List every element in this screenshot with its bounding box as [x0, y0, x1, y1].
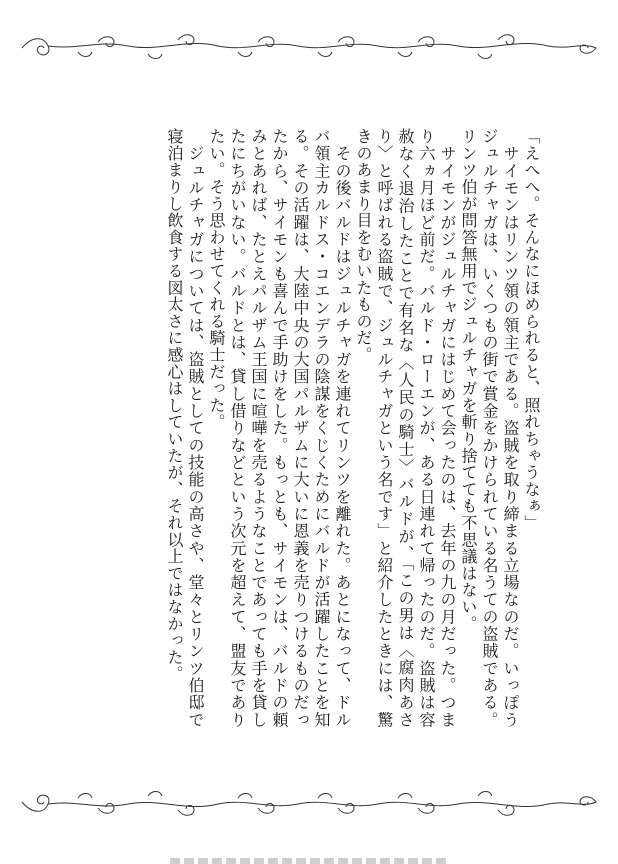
paragraph: ジュルチャガについては、盗賊としての技能の高さや、堂々とリンツ伯邸で寝泊まりし飲食する図太さに感心はしていたが、それ以上ではなかった。: [165, 128, 205, 728]
top-ornament-border: [18, 32, 600, 62]
bottom-ornament-border: [18, 788, 600, 818]
paragraph: サイモンはリンツ領の領主である。盗賊を取り締まる立場なのだ。いっぽうジュルチャガは、いくつもの街で賞金をかけられている名うての盗賊である。リンツ伯が問答無用でジュルチャガを斬り捨てても不思議はない。: [459, 128, 520, 728]
page-footer-strip: [170, 858, 448, 864]
paragraph: 「えへへ。そんなにほめられると、照れちゃうなぁ」: [522, 128, 541, 532]
paragraph: サイモンがジュルチャガにはじめて会ったのは、去年の九の月だった。つまり六ヵ月ほど前だ。バルド・ローエンが、ある日連れて帰ったのだ。盗賊は容赦なく退治したことで有名な〈人民の騎士〉バルドが、「この男は〈腐肉あさり〉と呼ばれる盗賊で、ジュルチャガという名です」と紹介したときには、驚きのあまり目をむいたものだ。: [354, 128, 457, 728]
vertical-body-text: [164, 128, 542, 728]
paragraph: その後バルドはジュルチャガを連れてリンツを離れた。あとになって、ドルバ領主カルドス・コエンデラの陰謀をくじくためにバルドが活躍したことを知る。その活躍は、大陸中央の大国パルザムに大いに恩義を売りつけるものだったから、サイモンも喜んで手助けをした。もっとも、サイモンは、バルドの頼みとあれば、たとえパルザム王国に喧嘩を売るようなことであっても手を貸したにちがいない。バルドとは、貸し借りなどという次元を超えて、盟友でありたい。そう思わせてくれる騎士だった。: [207, 128, 352, 728]
